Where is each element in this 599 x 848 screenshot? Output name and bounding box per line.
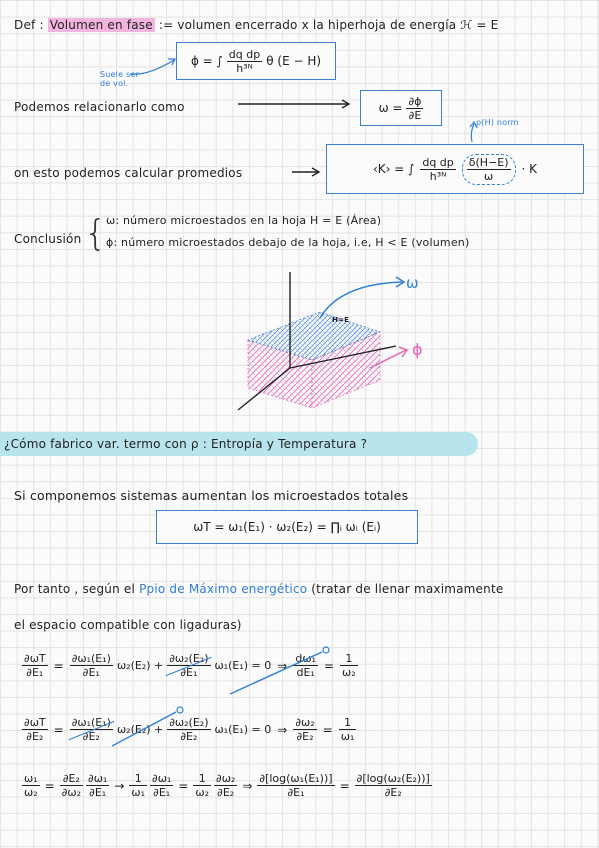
eq3-f: [193, 772, 211, 799]
eq3-eden: ∂E₁: [153, 786, 171, 799]
surface-label: H=E: [332, 316, 350, 324]
equation-2: $\frac{\partial\omega T}{\text{∂E₂}}$ = $\frac{\text{∂ω₁(E₁)}}{\text{∂E₂}}$ ω₂(E₂) + $\frac{\text{∂ω₂(E₂)}}{\text{∂E₂}}$ ω₁(E₁) = 0 ⇒ $\frac{\text{∂ω₂}}{\text{∂E₂}}$ = $\frac{1}{\text{ω₁}}$: [24, 716, 355, 743]
omega-total-formula: ωT = ω₁(E₁) · ω₂(E₂) = ∏ᵢ ωᵢ (Eᵢ): [193, 520, 381, 534]
eq1-t2mul: ω₁(E₁) = 0: [214, 659, 272, 672]
relation-line: Podemos relacionarlo como: [14, 100, 185, 114]
phi-formula-box: [176, 42, 336, 80]
eq3-gden: ∂E₂: [217, 786, 235, 799]
eq3-inum: ∂[log(ω₂(E₂))]: [356, 772, 430, 785]
equation-1: $\frac{\partial\omega T}{\text{∂E₁}}$ = $\frac{\text{∂ω₁(E₁)}}{\text{∂E₁}}$ ω₂(E₂) + $\frac{\text{∂ω₂(E₂)}}{\text{∂E₁}}$ ω₁(E₁) = 0 ⇒ $\frac{\text{dω₁}}{\text{dE₁}}$ = $\frac{1}{\text{ω₂}}$: [24, 652, 356, 679]
eq1-t2num: ∂ω₂(E₂): [169, 652, 209, 665]
averages-arrow: [290, 166, 324, 178]
phi-label: ϕ: [412, 340, 423, 359]
eq1-t1mul: ω₂(E₂) +: [116, 659, 164, 672]
eq2-lhs: [22, 716, 48, 743]
eq3-cden: ∂E₁: [89, 786, 107, 799]
eq3-bden: ∂ω₂: [61, 786, 81, 799]
eq2-t1num: ∂ω₁(E₁): [71, 716, 111, 729]
por-tanto-a: Por tanto , según el: [14, 582, 136, 596]
omega-lhs: ω =: [378, 101, 403, 115]
omega-formula-box: [360, 90, 442, 126]
omega-fraction: [406, 95, 423, 122]
eq1-lhs: [22, 652, 48, 679]
eq3-dden: ω₁: [131, 786, 145, 799]
eq1-t1den: ∂E₁: [82, 666, 100, 679]
eq3-g: [214, 772, 237, 799]
omega-num: ∂ϕ: [408, 94, 422, 108]
omega-arrow: [320, 282, 402, 318]
question-text: ¿Cómo fabrico var. termo con ρ : Entropía y Temperatura ?: [4, 437, 368, 451]
eq2-result-rhs: [339, 716, 357, 743]
por-tanto-line-2: el espacio compatible con ligaduras): [14, 618, 242, 632]
eq3-dnum: 1: [129, 772, 147, 786]
eq2-lnum: ∂ωT: [24, 716, 46, 729]
eq3-d: [129, 772, 147, 799]
phi-num: dq dp: [228, 47, 261, 61]
eq3-hnum: ∂[log(ω₁(E₁))]: [259, 772, 333, 785]
highlight-volumen-en-fase: Volumen en fase: [49, 18, 153, 32]
side-note: Suele ser de vol.: [100, 70, 139, 88]
phase-space-diagram: [220, 268, 460, 418]
eq3-gnum: ∂ω₂: [216, 772, 236, 785]
rho-note: ρ(H) norm: [476, 118, 519, 127]
eq3-e: [150, 772, 173, 799]
omega-total-box: [156, 510, 418, 544]
avg-den1: h³ᴺ: [429, 169, 447, 183]
eq1-lden: ∂E₁: [26, 666, 44, 679]
eq2-r2num: 1: [339, 716, 357, 730]
por-tanto-c: (tratar de llenar maximamente: [311, 582, 504, 596]
omega-label: ω: [406, 274, 419, 292]
eq3-i: [355, 772, 432, 799]
rho-note-arrow: [462, 120, 480, 144]
avg-den2: ω: [484, 169, 494, 183]
eq2-term1: [70, 716, 113, 743]
avg-num1: dq dp: [422, 155, 454, 169]
conclusion-omega-line: ω: número microestados en la hoja H = E (Área): [106, 214, 382, 227]
eq2-t1den: ∂E₂: [82, 730, 100, 743]
avg-num2: δ(H−E): [468, 155, 509, 169]
eq3-hden: ∂E₁: [287, 786, 305, 799]
eq1-rden: dE₁: [296, 666, 315, 679]
eq3-c: [86, 772, 109, 799]
equation-3: $\frac{\text{ω₁}}{\text{ω₂}}$ = $\frac{\text{∂E₂}}{\text{∂ω₂}}$ $\frac{\text{∂ω₁}}{\text{∂E₁}}$ → $\frac{1}{\text{ω₁}}$ $\frac{\text{∂ω₁}}{\text{∂E₁}}$ = $\frac{1}{\text{ω₂}}$ $\frac{\text{∂ω₂}}{\text{∂E₂}}$ ⇒ $\frac{\text{∂[log(ω₁(E₁))]}}{\text{∂E₁}}$ = $\frac{\text{∂[log(ω₂(E₂))]}}{\text{∂E₂}}$: [24, 772, 430, 799]
relation-arrow: [236, 98, 354, 110]
eq2-rden: ∂E₂: [296, 730, 314, 743]
eq2-t1mul: ω₂(E₂) +: [116, 723, 164, 736]
phi-lhs: ϕ = ∫: [190, 54, 223, 68]
eq3-iden: ∂E₂: [384, 786, 402, 799]
eq2-lden: ∂E₂: [26, 730, 44, 743]
eq3-anum: ω₁: [24, 772, 38, 785]
principle-name: Ppio de Máximo energético: [139, 582, 308, 596]
def-text: := volumen encerrado x la hiperhoja de energía ℋ = E: [158, 18, 499, 32]
def-prefix: Def :: [14, 18, 44, 32]
eq3-aden: ω₂: [24, 786, 38, 799]
eq1-rnum: dω₁: [295, 652, 316, 665]
eq3-fnum: 1: [193, 772, 211, 786]
definition-line: [14, 18, 498, 32]
eq2-cross-arrow: [108, 702, 188, 752]
eq3-fden: ω₂: [195, 786, 209, 799]
phi-den: h³ᴺ: [236, 61, 253, 75]
eq1-cross-arrow: [226, 644, 336, 700]
omega-den: ∂E: [408, 108, 422, 122]
por-tanto-line-1: [14, 582, 503, 596]
eq3-enum: ∂ω₁: [152, 772, 172, 785]
eq1-r2num: 1: [340, 652, 358, 666]
eq3-bnum: ∂E₂: [60, 772, 83, 786]
averages-line: on esto podemos calcular promedios: [14, 166, 243, 180]
avg-fraction-2: [462, 154, 516, 185]
avg-rest: · K: [521, 162, 538, 176]
side-note-arrow: [128, 54, 180, 78]
eq2-t2den: ∂E₂: [180, 730, 198, 743]
compose-line: Si componemos sistemas aumentan los microestados totales: [14, 488, 409, 503]
eq1-t2den: ∂E₁: [180, 666, 198, 679]
eq2-r2den: ω₁: [340, 730, 355, 743]
conclusion-brace: {: [84, 213, 108, 254]
eq1-result-rhs: [340, 652, 358, 679]
phi-rest: θ (E − H): [266, 54, 322, 68]
eq3-cnum: ∂ω₁: [88, 772, 108, 785]
eq1-term2: [167, 652, 210, 679]
eq3-a: [22, 772, 40, 799]
eq1-term1: [70, 652, 113, 679]
eq2-result-lhs: [293, 716, 316, 743]
conclusion-phi-line: ϕ: número microestados debajo de la hoja, i.e, H < E (volumen): [106, 236, 470, 249]
eq1-lnum: ∂ωT: [24, 652, 46, 665]
avg-fraction-1: [420, 156, 455, 183]
eq2-rnum: ∂ω₂: [295, 716, 315, 729]
avg-lhs: ‹K› = ∫: [372, 162, 415, 176]
conclusion-label: Conclusión: [14, 232, 82, 246]
eq1-t1num: ∂ω₁(E₁): [71, 652, 111, 665]
eq2-t2mul: ω₁(E₁) = 0: [214, 723, 272, 736]
eq1-r2den: ω₂: [342, 666, 356, 679]
eq2-t2num: ∂ω₂(E₂): [169, 716, 209, 729]
phi-fraction: [227, 48, 262, 75]
eq3-h: [257, 772, 334, 799]
eq3-b: [60, 772, 83, 799]
average-formula-box: [326, 144, 584, 194]
